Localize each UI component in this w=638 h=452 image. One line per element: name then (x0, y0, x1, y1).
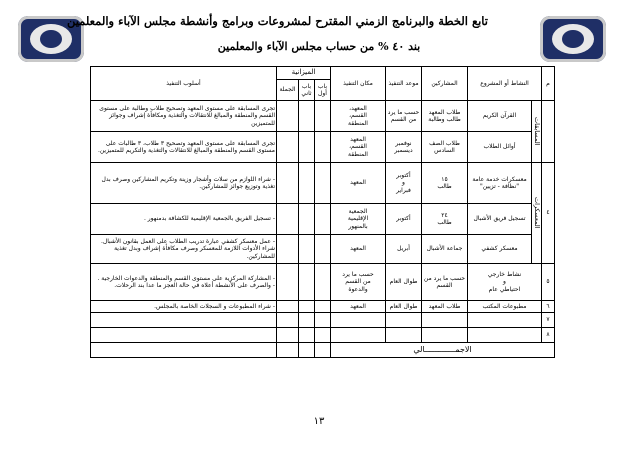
row-place: المعهد، القسم، المنطقة (331, 101, 386, 132)
row-num (542, 101, 555, 163)
header-num: م (542, 67, 555, 101)
row-date: طوال العام (386, 264, 422, 301)
table-row (91, 328, 555, 343)
row-num: ٦ (542, 301, 555, 313)
header-budget: الميزانية (277, 67, 331, 80)
row-activity: معسكرات خدمة عامة "نظافة - تزيين" (468, 163, 532, 204)
header-date: موعد التنفيذ (386, 67, 422, 101)
table-row (91, 235, 555, 264)
group-camps: المعسكرات (532, 163, 542, 264)
row-num: ٧ (542, 313, 555, 328)
row-place: المعهد (331, 301, 386, 313)
row-date: طوال العام (386, 301, 422, 313)
plan-table (90, 66, 555, 358)
row-activity: تسجيل فريق الأشبال (468, 204, 532, 235)
row-activity: القرآن الكريم (468, 101, 532, 132)
row-place: حسب ما يرد من القسم والدعوة (331, 264, 386, 301)
row-method: - عمل معسكر كشفي عبارة تدريب الطلاب على العمل بقانون الأشبال. شراء الأدوات اللازمة للمعسكر وصرف مكافأة إشراف وبدل تغذية للمشاركين. (91, 235, 277, 264)
cell-chapter1 (315, 101, 331, 132)
header-method: أسلوب التنفيذ (91, 67, 277, 101)
row-num: ٥ (542, 264, 555, 301)
row-participants: جماعة الأشبال (422, 235, 468, 264)
header-activity: النشاط أو المشروع (468, 67, 542, 101)
table-row (91, 264, 555, 301)
row-date: أكتوبر و فبراير (386, 163, 422, 204)
row-method: - المشاركة المركزية على مستوى القسم والمنطقة والدعوات الخارجية . - والصرف على الأنشطة أعلاه في حالة العجز ما عدا بند الرحلات. (91, 264, 277, 301)
table-row (91, 163, 555, 204)
row-place: الجمعية الإقليمية بالمنهور (331, 204, 386, 235)
row-num: ٨ (542, 328, 555, 343)
row-place: المعهد (331, 235, 386, 264)
row-participants: حسب ما يرد من القسم (422, 264, 468, 301)
header-participants: المشاركين (422, 67, 468, 101)
page-number: ١٣ (313, 416, 325, 427)
row-date: نوفمبر ديسمبر (386, 132, 422, 163)
cell-total (277, 101, 299, 132)
page-title: تابع الخطة والبرنامج الزمني المقترح لمشروعات وبرامج وأنشطة مجلس الآباء والمعلمين (66, 14, 488, 28)
table-row (91, 204, 555, 235)
row-num: ٤ (542, 163, 555, 264)
row-activity: معسكر كشفي (468, 235, 532, 264)
row-participants: طلاب المعهد (422, 301, 468, 313)
row-activity: مطبوعات المكتب (468, 301, 542, 313)
header-place: مكان التنفيذ (331, 67, 386, 101)
header-total: الجملة (277, 80, 299, 101)
row-activity: أوائل الطلاب (468, 132, 532, 163)
row-date: أكتوبر (386, 204, 422, 235)
header-row (91, 67, 555, 80)
row-place: المعهد (331, 163, 386, 204)
header-chapter2: باب ثاني (299, 80, 315, 101)
row-method: - تسجيل الفريق بالجمعية الإقليمية للكشافة بدمنهور . (91, 204, 277, 235)
row-method: - شراء المطبوعات و السجلات الخاصة بالمجلس. (91, 301, 277, 313)
cell-chapter2 (299, 101, 315, 132)
row-date: أبريل (386, 235, 422, 264)
row-place: المعهد القسم، المنطقة (331, 132, 386, 163)
row-date: حسب ما يرد من القسم (386, 101, 422, 132)
page-subtitle: بند ٤٠ % من حساب مجلس الآباء والمعلمين (217, 40, 421, 53)
row-method: - شراء اللوازم من سلات وأشجار وزينة وتكريم المشاركين وصرف بدل تغذية وتوزيع جوائز للمشاركين. (91, 163, 277, 204)
total-label: الاجمـــــــــــــالي (331, 343, 555, 358)
row-participants: طلاب الصف السادس (422, 132, 468, 163)
header-chapter1: باب أول (315, 80, 331, 101)
table-row (91, 101, 555, 132)
table-row (91, 313, 555, 328)
row-method: تجرى المسابقة على مستوى المعهد وتصحيح طلاب وطالبة على مستوى القسم والمنطقة والمبالغ للانتقالات والتغذية ومكافأة إشراف وجوائز للمتميزين (91, 101, 277, 132)
group-competitions: المسابقات (532, 101, 542, 163)
row-participants: ١٥ طالب (422, 163, 468, 204)
total-row (91, 343, 555, 358)
row-participants: طلاب المعهد طالب وطالبة (422, 101, 468, 132)
row-activity: نشاط خارجي و احتياطي عام (468, 264, 542, 301)
table-row (91, 132, 555, 163)
row-method: تجرى المسابقة على مستوى المعهد وتصحيح ٣ طلاب، ٣ طالبات على مستوى القسم والمنطقة والمبالغ للانتقالات والتغذية والتكريم للمتميزين. (91, 132, 277, 163)
logo-right (540, 16, 606, 62)
row-participants: ٢٤ طالب (422, 204, 468, 235)
table-row (91, 301, 555, 313)
